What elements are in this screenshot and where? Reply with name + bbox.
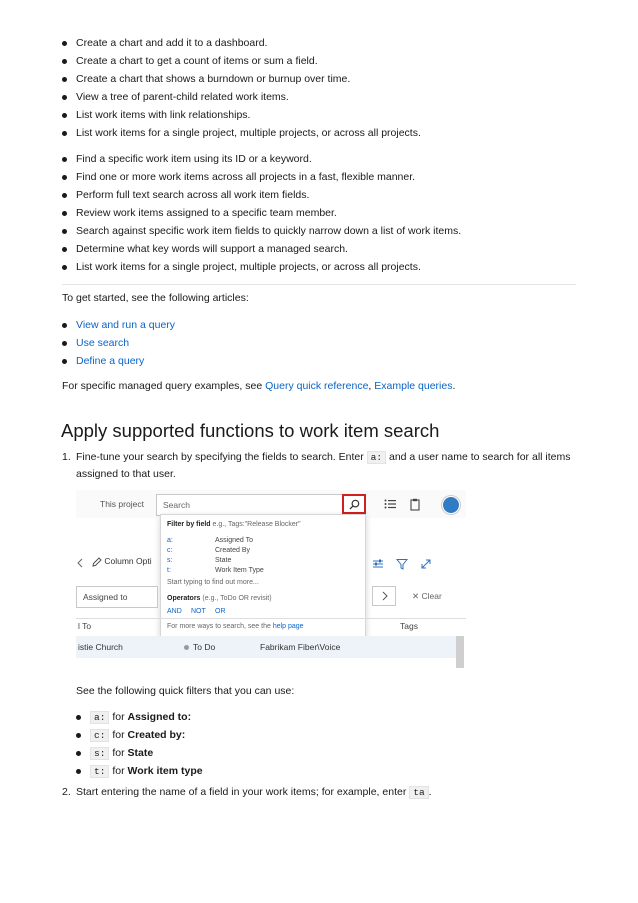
filter-label: Work item type (127, 765, 203, 777)
avatar[interactable] (442, 496, 460, 514)
list-item: List work items with link relationships. (62, 106, 421, 124)
search-icon (349, 499, 360, 510)
section-divider (62, 284, 576, 285)
next-arrow-button[interactable] (372, 586, 396, 606)
operator-or[interactable]: OR (215, 608, 226, 615)
cell-area-path: Fabrikam Fiber\Voice (260, 642, 341, 652)
column-options-label: Column Opti (104, 556, 152, 566)
field-key[interactable]: s: (167, 557, 173, 564)
search-input[interactable] (156, 494, 366, 516)
filter-by-field-title: Filter by field e.g., Tags:"Release Blocker" (167, 521, 301, 528)
list-item: Find a specific work item using its ID or a keyword. (62, 150, 461, 168)
quick-filters-list (76, 708, 203, 780)
list-item: Create a chart and add it to a dashboard. (62, 34, 421, 52)
field-key[interactable]: c: (167, 547, 173, 554)
articles-list (62, 316, 175, 370)
use-cases-list-search (62, 150, 461, 276)
field-key[interactable]: t: (167, 567, 171, 574)
column-options-button[interactable] (92, 556, 152, 567)
inline-code: ta (409, 786, 428, 799)
get-started-text: To get started, see the following articles: (62, 292, 249, 304)
list-item: Determine what key words will support a managed search. (62, 240, 461, 258)
step-text (76, 449, 576, 483)
field-label: Created By (215, 547, 251, 554)
search-help-popup (160, 514, 366, 644)
project-scope-label[interactable]: This project (100, 499, 144, 509)
chevron-left-icon[interactable] (76, 558, 86, 568)
step-text-pre: Fine-tune your search by specifying the fields to search. Enter (76, 451, 367, 463)
operators-title: Operators (e.g., ToDo OR revisit) (167, 595, 272, 602)
field-label: State (215, 557, 232, 564)
operator-and[interactable]: AND (167, 608, 182, 615)
link-query-quick-reference[interactable]: Query quick reference (265, 380, 369, 392)
operators-hint: (e.g., ToDo OR revisit) (200, 595, 272, 602)
inline-code: a: (90, 711, 109, 724)
table-header-line (76, 618, 466, 619)
examples-suffix: . (452, 380, 456, 392)
list-item: a: for Assigned to: (76, 708, 203, 726)
step-number: 1. (62, 451, 71, 463)
field-key[interactable]: a: (167, 537, 173, 544)
step-text-pre: Start entering the name of a field in your work items; for example, enter (76, 786, 410, 798)
link-example-queries[interactable]: Example queries (374, 380, 453, 392)
operator-not[interactable]: NOT (191, 608, 206, 615)
list-item: List work items for a single project, multiple projects, or across all projects. (62, 124, 421, 142)
list-item (62, 352, 175, 370)
more-help-text: For more ways to search, see the help page (167, 623, 304, 630)
filter-label: State (127, 747, 154, 759)
filter-label: Created by: (127, 729, 186, 741)
clear-button[interactable] (412, 591, 442, 602)
inline-code: a: (367, 451, 386, 464)
examples-prefix: For specific managed query examples, see (62, 380, 266, 392)
list-item: List work items for a single project, multiple projects, or across all projects. (62, 258, 461, 276)
assigned-to-filter-label: Assigned to (83, 592, 128, 602)
start-typing-hint: Start typing to find out more... (167, 579, 259, 586)
examples-separator: , (368, 380, 375, 392)
link-view-and-run-query[interactable]: View and run a query (76, 319, 176, 331)
filter-label: Assigned to: (127, 711, 192, 723)
quick-filters-intro: See the following quick filters that you can use: (76, 685, 295, 697)
step-text (76, 784, 576, 801)
list-icon[interactable] (384, 498, 396, 510)
clipboard-icon[interactable] (409, 498, 421, 511)
section-heading: Apply supported functions to work item search (61, 420, 440, 441)
use-cases-list-charts (62, 34, 421, 142)
search-screenshot (76, 490, 466, 668)
inline-code: s: (90, 747, 109, 760)
chevron-right-icon (380, 591, 390, 601)
link-define-query[interactable]: Define a query (76, 355, 145, 367)
field-label: Work Item Type (215, 567, 264, 574)
settings-sliders-icon[interactable] (372, 558, 384, 570)
list-item: View a tree of parent-child related work items. (62, 88, 421, 106)
step-number: 2. (62, 786, 71, 798)
inline-code: t: (90, 765, 109, 778)
cell-state: To Do (184, 642, 215, 652)
list-item: Perform full text search across all work item fields. (62, 186, 461, 204)
scrollbar[interactable] (456, 636, 464, 668)
link-help-page[interactable]: help page (272, 623, 304, 630)
step-text-post: and a user name to search for all items assigned to that user. (76, 451, 571, 480)
search-button[interactable] (342, 494, 366, 514)
expand-icon[interactable] (420, 558, 432, 570)
list-item (62, 334, 175, 352)
list-item: Review work items assigned to a specific team member. (62, 204, 461, 222)
state-dot-icon (184, 645, 189, 650)
column-header-tags[interactable]: Tags (400, 621, 418, 631)
list-item: Create a chart that shows a burndown or burnup over time. (62, 70, 421, 88)
search-placeholder: Search (163, 500, 190, 510)
list-item: Search against specific work item fields to quickly narrow down a list of work items. (62, 222, 461, 240)
list-item: Find one or more work items across all projects in a fast, flexible manner. (62, 168, 461, 186)
step-text-post: . (428, 786, 432, 798)
inline-code: c: (90, 729, 109, 742)
examples-text (62, 378, 455, 394)
list-item: t: for Work item type (76, 762, 203, 780)
list-item: s: for State (76, 744, 203, 762)
column-header-assigned[interactable]: l To (78, 621, 92, 631)
list-item: c: for Created by: (76, 726, 203, 744)
filter-icon[interactable] (396, 558, 408, 570)
close-icon: ✕ (412, 591, 422, 601)
assigned-to-filter[interactable] (76, 586, 158, 608)
list-item (62, 316, 175, 334)
field-label: Assigned To (215, 537, 254, 544)
list-item: Create a chart to get a count of items or sum a field. (62, 52, 421, 70)
cell-assigned-to: istie Church (78, 642, 123, 652)
filter-hint: e.g., Tags:"Release Blocker" (210, 521, 301, 528)
clear-label: Clear (421, 591, 442, 601)
edit-icon (92, 557, 102, 567)
link-use-search[interactable]: Use search (76, 337, 130, 349)
